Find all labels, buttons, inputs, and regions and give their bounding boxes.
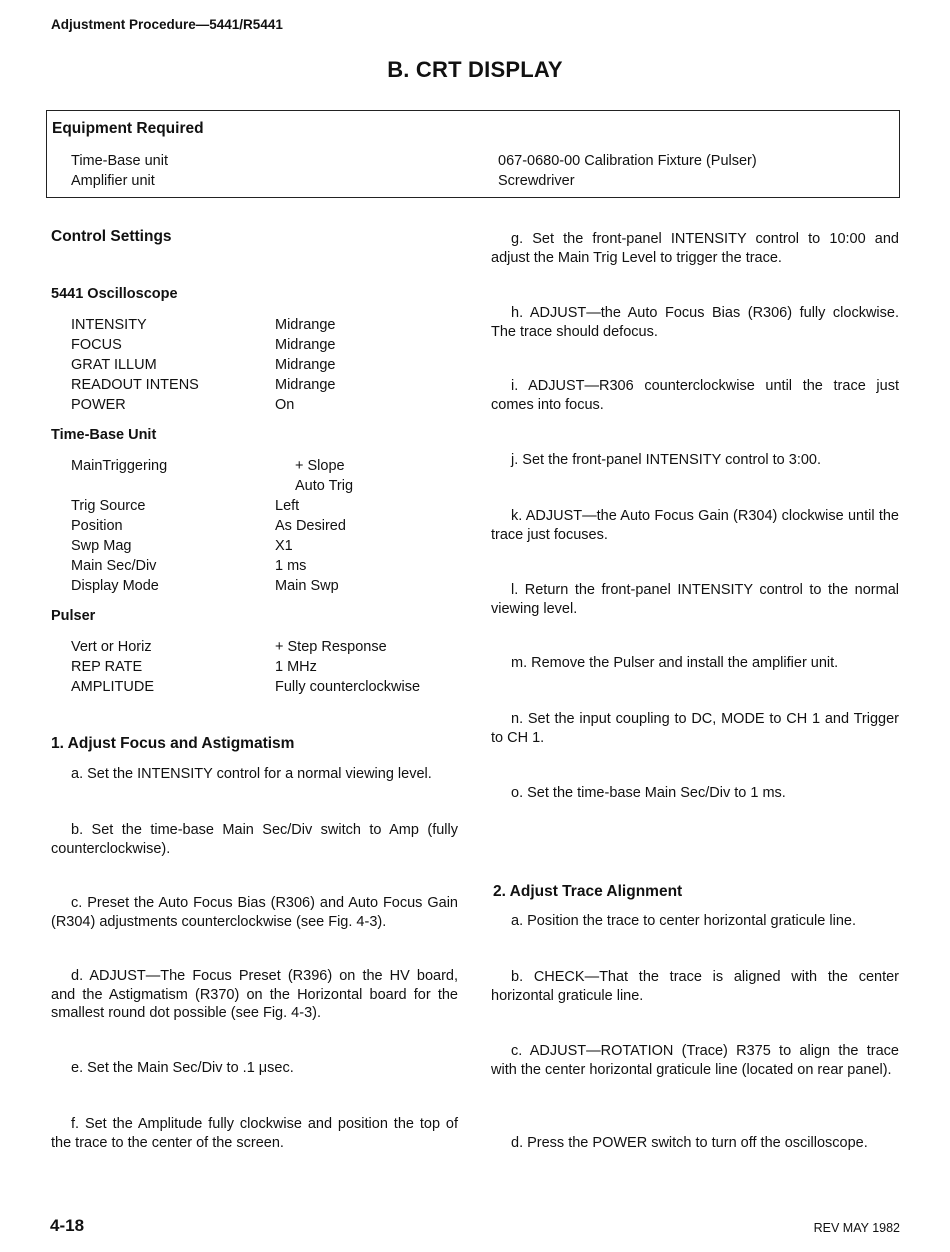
setting-name: Position [71, 518, 123, 534]
setting-name: READOUT INTENS [71, 377, 199, 393]
setting-name: Display Mode [71, 578, 159, 594]
setting-name: Main Sec/Div [71, 558, 157, 574]
equipment-item: Amplifier unit [71, 173, 155, 189]
step-paragraph: m. Remove the Pulser and install the amplifier unit. [511, 655, 839, 671]
step-paragraph: n. Set the input coupling to DC, MODE to CH 1 and Trigger to CH 1. [491, 711, 899, 746]
setting-value: + Step Response [275, 639, 387, 655]
setting-value: X1 [275, 538, 293, 554]
step-paragraph: o. Set the time-base Main Sec/Div to 1 ms. [511, 785, 786, 801]
setting-name: Vert or Horiz [71, 639, 152, 655]
setting-name: Swp Mag [71, 538, 132, 554]
step-paragraph: a. Set the INTENSITY control for a normal viewing level. [71, 766, 432, 782]
setting-name: MainTriggering [71, 458, 168, 474]
setting-name: Trig Source [71, 498, 146, 514]
setting-value: Midrange [275, 317, 336, 333]
setting-value: On [275, 397, 295, 413]
section-heading-focus: 1. Adjust Focus and Astigmatism [51, 735, 295, 752]
setting-value: Left [275, 498, 300, 514]
setting-name: POWER [71, 397, 126, 413]
setting-name: INTENSITY [71, 317, 147, 333]
setting-name: FOCUS [71, 337, 122, 353]
step-paragraph: d. Press the POWER switch to turn off the oscilloscope. [511, 1135, 868, 1151]
step-paragraph: h. ADJUST—the Auto Focus Bias (R306) fully clockwise. The trace should defocus. [491, 305, 899, 340]
step-paragraph: a. Position the trace to center horizontal graticule line. [511, 913, 856, 929]
setting-value: Fully counterclockwise [275, 679, 421, 695]
step-paragraph: j. Set the front-panel INTENSITY control to 3:00. [511, 452, 822, 468]
equipment-item: 067-0680-00 Calibration Fixture (Pulser) [498, 153, 757, 169]
step-paragraph: b. CHECK—That the trace is aligned with the center horizontal graticule line. [491, 969, 899, 1004]
setting-value: As Desired [275, 518, 346, 534]
setting-value: Midrange [275, 377, 336, 393]
step-paragraph: b. Set the time-base Main Sec/Div switch to Amp (fully counterclockwise). [51, 822, 458, 857]
step-paragraph: i. ADJUST—R306 counterclockwise until the trace just comes into focus. [491, 378, 899, 413]
page-number: 4-18 [50, 1216, 85, 1235]
equipment-item: Screwdriver [498, 173, 575, 189]
equipment-title: Equipment Required [52, 120, 204, 137]
oscilloscope-heading: 5441 Oscilloscope [51, 286, 178, 302]
running-header: Adjustment Procedure—5441/R5441 [51, 17, 283, 32]
timebase-heading: Time-Base Unit [51, 427, 157, 443]
page-title: B. CRT DISPLAY [387, 57, 563, 82]
setting-value: Midrange [275, 337, 336, 353]
setting-name: REP RATE [71, 659, 143, 675]
setting-value: 1 ms [275, 558, 307, 574]
step-paragraph: f. Set the Amplitude fully clockwise and position the top of the trace to the center of the screen. [51, 1116, 458, 1151]
step-paragraph: c. Preset the Auto Focus Bias (R306) and Auto Focus Gain (R304) adjustments counterclockwise (see Fig. 4-3). [51, 895, 458, 930]
setting-value: Auto Trig [295, 478, 354, 494]
pulser-heading: Pulser [51, 608, 96, 624]
step-paragraph: e. Set the Main Sec/Div to .1 μsec. [71, 1060, 294, 1076]
setting-value: 1 MHz [275, 659, 317, 675]
section-heading-trace-alignment: 2. Adjust Trace Alignment [493, 883, 683, 900]
step-paragraph: d. ADJUST—The Focus Preset (R396) on the HV board, and the Astigmatism (R370) on the Horizontal board for the smallest round dot possible (see Fig. 4-3). [51, 968, 458, 1021]
equipment-item: Time-Base unit [71, 153, 168, 169]
setting-name: GRAT ILLUM [71, 357, 157, 373]
step-paragraph: g. Set the front-panel INTENSITY control to 10:00 and adjust the Main Trig Level to trigger the trace. [491, 231, 899, 266]
setting-name: AMPLITUDE [71, 679, 154, 695]
step-paragraph: k. ADJUST—the Auto Focus Gain (R304) clockwise until the trace just focuses. [491, 508, 899, 543]
revision-date: REV MAY 1982 [813, 1221, 900, 1235]
step-paragraph: c. ADJUST—ROTATION (Trace) R375 to align the trace with the center horizontal graticule line (located on rear panel). [491, 1043, 899, 1078]
setting-value: Main Swp [275, 578, 339, 594]
step-paragraph: l. Return the front-panel INTENSITY control to the normal viewing level. [491, 582, 899, 617]
setting-value: Midrange [275, 357, 336, 373]
control-settings-title: Control Settings [51, 228, 172, 245]
setting-value: + Slope [295, 458, 345, 474]
